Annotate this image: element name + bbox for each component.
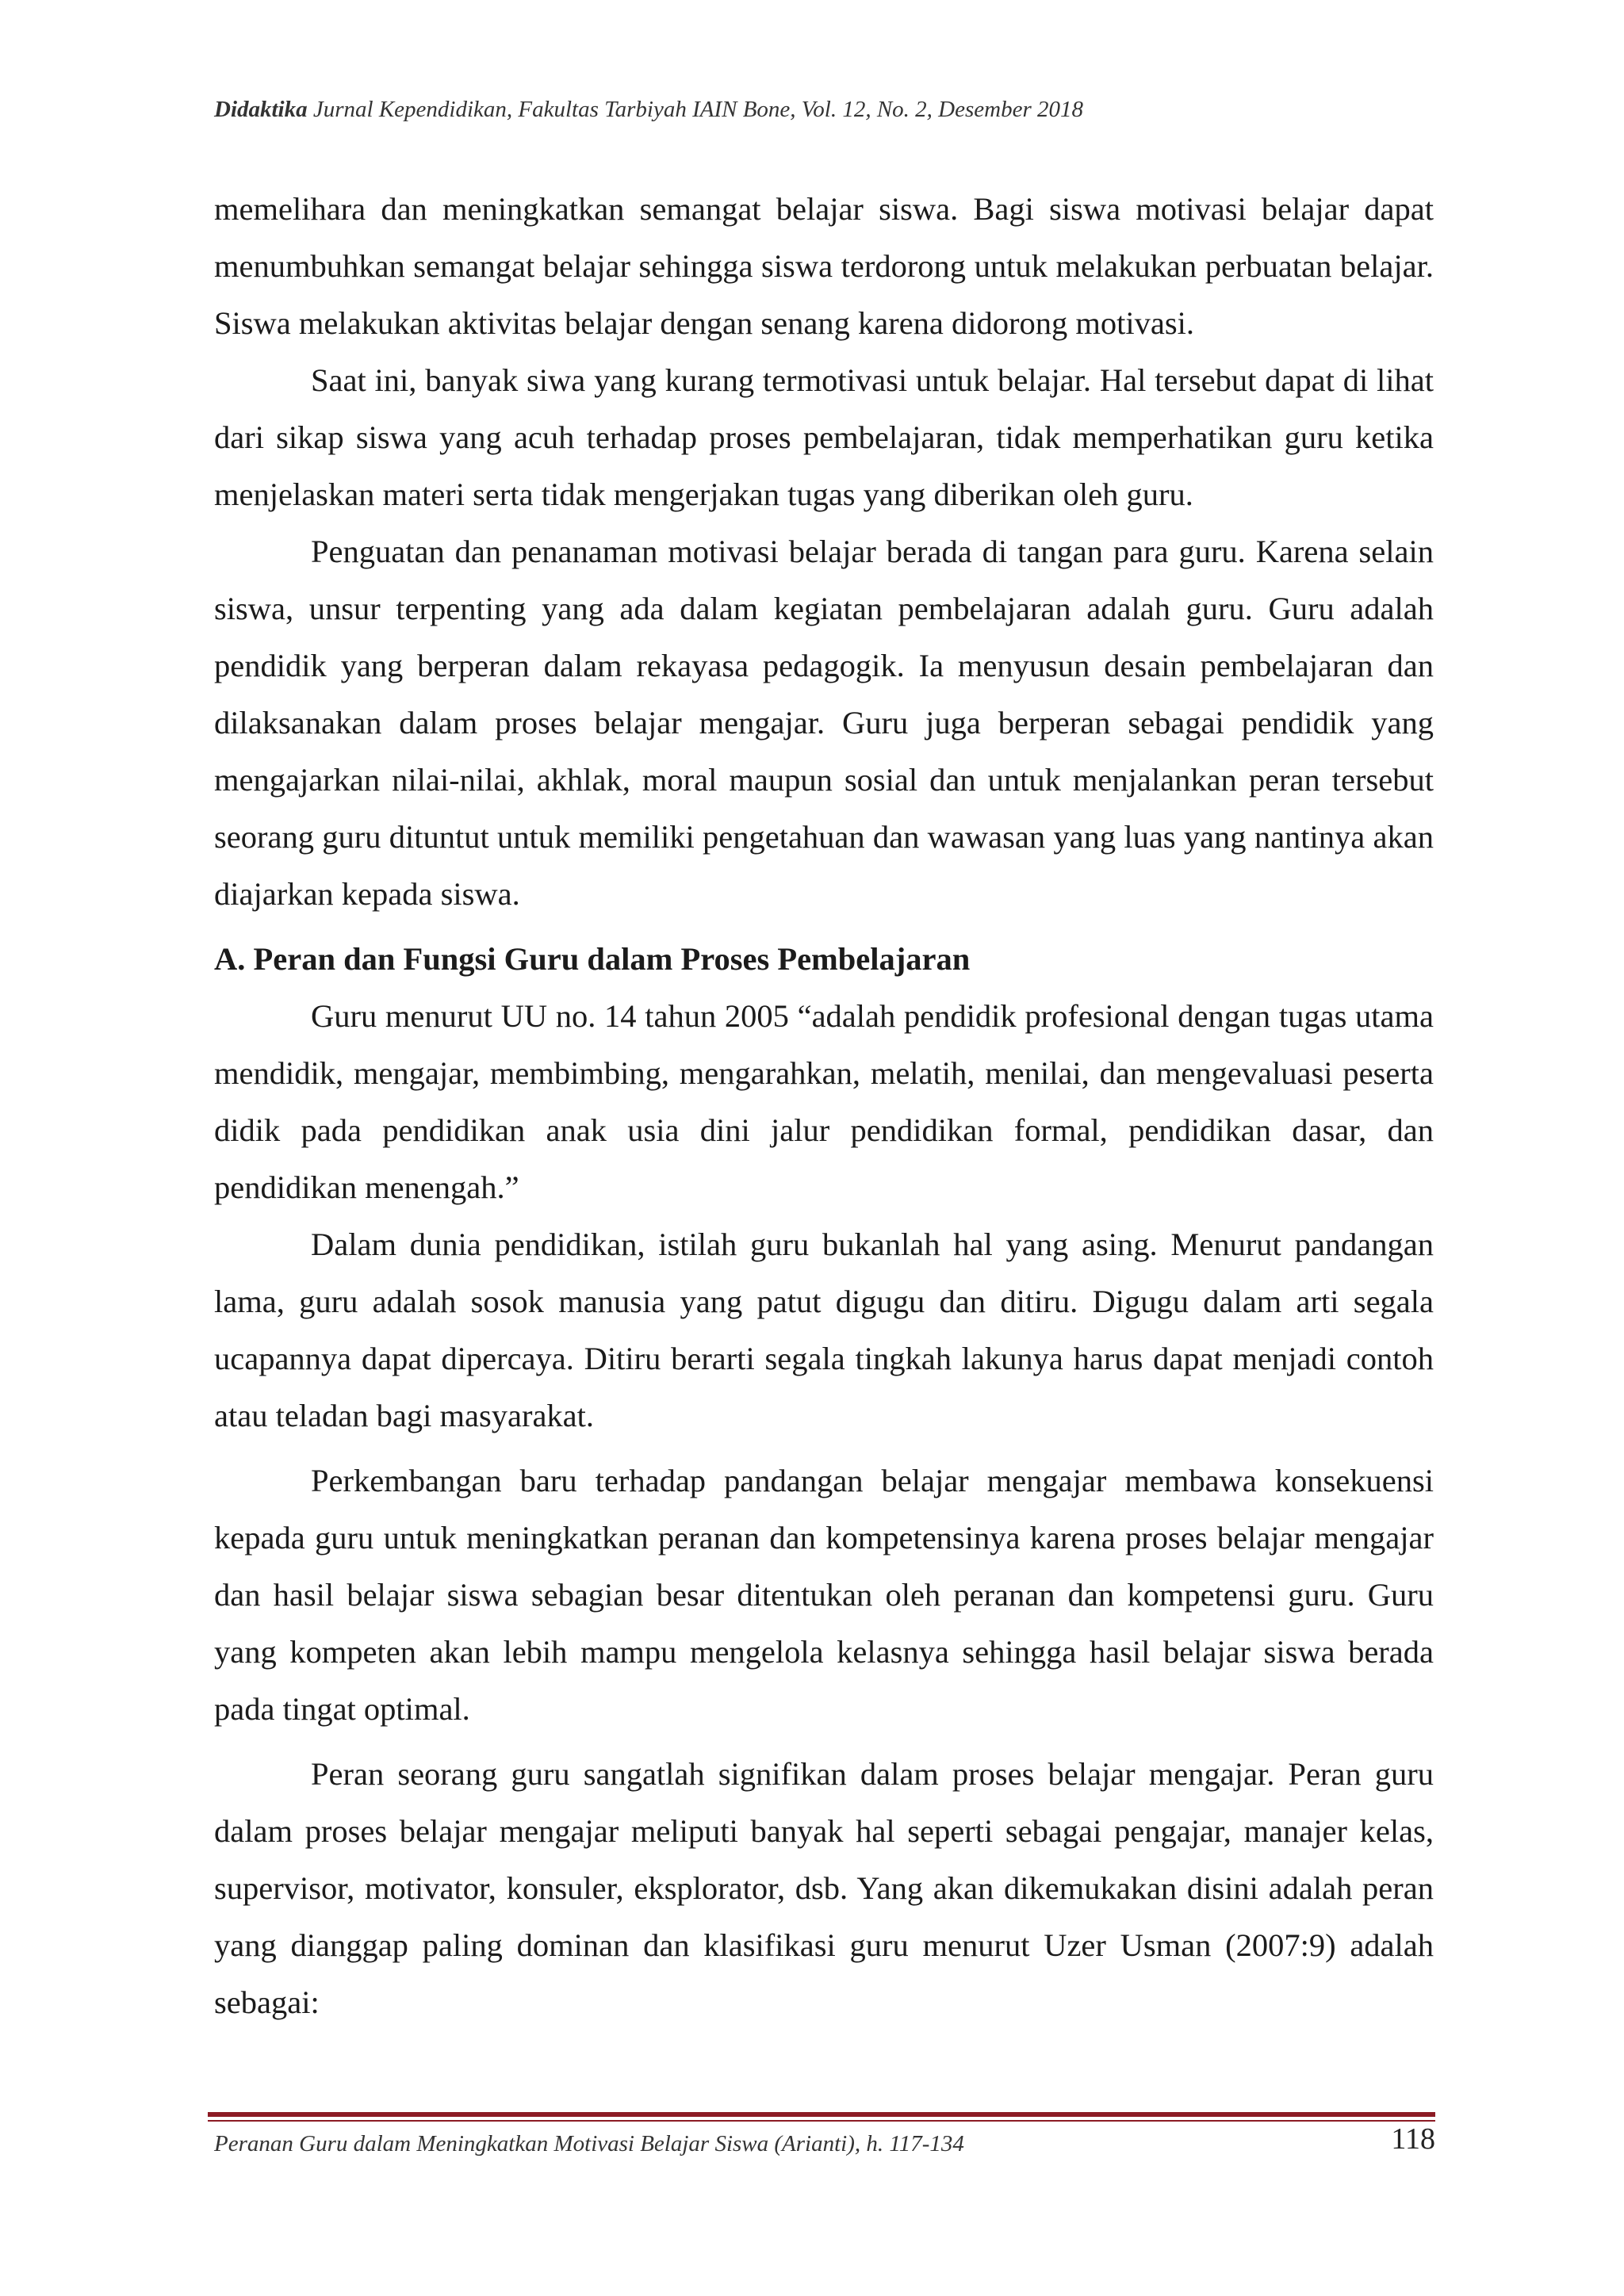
journal-info: Jurnal Kependidikan, Fakultas Tarbiyah IAIN Bone, Vol. 12, No. 2, Desember 2018: [312, 97, 1084, 122]
article-body: [214, 181, 1434, 2031]
journal-name: Didaktika: [214, 97, 308, 122]
paragraph-section-2: Dalam dunia pendidikan, istilah guru bukanlah hal yang asing. Menurut pandangan lama, guru adalah sosok manusia yang patut digugu dan ditiru. Digugu dalam arti segala ucapannya dapat dipercaya. Ditiru berarti segala tingkah lakunya harus dapat menjadi contoh atau teladan bagi masyarakat.: [214, 1226, 1434, 1433]
footer-article-title: Peranan Guru dalam Meningkatkan Motivasi Belajar Siswa (Arianti), h. 117-134: [214, 2131, 964, 2156]
paragraph-intro-3: Penguatan dan penanaman motivasi belajar berada di tangan para guru. Karena selain siswa, unsur terpenting yang ada dalam kegiatan pembelajaran adalah guru. Guru adalah pendidik yang berperan dalam rekayasa pedagogik. Ia menyusun desain pembelajaran dan dilaksanakan dalam proses belajar mengajar. Guru juga berperan sebagai pendidik yang mengajarkan nilai-nilai, akhlak, moral maupun sosial dan untuk menjalankan peran tersebut seorang guru dituntut untuk memiliki pengetahuan dan wawasan yang luas yang nantinya akan diajarkan kepada siswa.: [214, 534, 1434, 912]
section-heading: A. Peran dan Fungsi Guru dalam Proses Pembelajaran: [214, 941, 971, 977]
paragraph-section-4: Peran seorang guru sangatlah signifikan dalam proses belajar mengajar. Peran guru dalam proses belajar mengajar meliputi banyak hal seperti sebagai pengajar, manajer kelas, supervisor, motivator, konsuler, eksplorator, dsb. Yang akan dikemukakan disini adalah peran yang dianggap paling dominan dan klasifikasi guru menurut Uzer Usman (2007:9) adalah sebagai:: [214, 1756, 1434, 2020]
footer-rule-thick: [208, 2112, 1435, 2117]
running-header: [214, 97, 1435, 123]
footer-rule-thin: [208, 2120, 1435, 2122]
paragraph-section-1: Guru menurut UU no. 14 tahun 2005 “adalah pendidik profesional dengan tugas utama mendidik, mengajar, membimbing, mengarahkan, melatih, menilai, dan mengevaluasi peserta didik pada pendidikan anak usia dini jalur pendidikan formal, pendidikan dasar, dan pendidikan menengah.”: [214, 998, 1434, 1205]
paragraph-intro-1: memelihara dan meningkatkan semangat belajar siswa. Bagi siswa motivasi belajar dapat menumbuhkan semangat belajar sehingga siswa terdorong untuk melakukan perbuatan belajar. Siswa melakukan aktivitas belajar dengan senang karena didorong motivasi.: [214, 191, 1434, 341]
paragraph-section-3: Perkembangan baru terhadap pandangan belajar mengajar membawa konsekuensi kepada guru untuk meningkatkan peranan dan kompetensinya karena proses belajar mengajar dan hasil belajar siswa sebagian besar ditentukan oleh peranan dan kompetensi guru. Guru yang kompeten akan lebih mampu mengelola kelasnya sehingga hasil belajar siswa berada pada tingat optimal.: [214, 1463, 1434, 1727]
paragraph-intro-2: Saat ini, banyak siwa yang kurang termotivasi untuk belajar. Hal tersebut dapat di lihat dari sikap siswa yang acuh terhadap proses pembelajaran, tidak memperhatikan guru ketika menjelaskan materi serta tidak mengerjakan tugas yang diberikan oleh guru.: [214, 362, 1434, 512]
page-number: 118: [1391, 2122, 1435, 2156]
